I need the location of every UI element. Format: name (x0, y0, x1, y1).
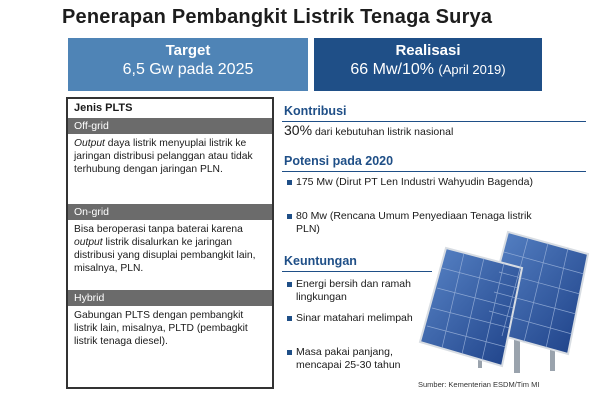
realisasi-banner (314, 38, 542, 91)
keuntungan-divider (282, 271, 432, 272)
realisasi-value (314, 61, 542, 79)
offgrid-lead: Output (74, 138, 105, 149)
keuntungan-title: Keuntungan (284, 254, 357, 268)
target-value: 6,5 Gw pada 2025 (122, 61, 254, 78)
ongrid-text (68, 220, 272, 290)
realisasi-label: Realisasi (395, 42, 461, 59)
keuntungan-item: Masa pakai panjang, mencapai 25-30 tahun (296, 346, 418, 372)
potensi-item: 175 Mw (Dirut PT Len Industri Wahyudin Bagenda) (296, 176, 556, 189)
kontribusi-value: 30% (284, 122, 313, 138)
hybrid-header: Hybrid (68, 290, 272, 306)
ongrid-header: On-grid (68, 204, 272, 220)
page-title: Penerapan Pembangkit Listrik Tenaga Surya (62, 6, 493, 28)
target-banner (68, 38, 308, 91)
kontribusi-title: Kontribusi (284, 104, 347, 118)
offgrid-body: daya listrik menyuplai listrik ke jaringan distribusi pelanggan atau tidak terhubung dengan jaringan PLN. (74, 138, 253, 175)
hybrid-text: Gabungan PLTS dengan pembangkit listrik lain, misalnya, PLTD (pembagkit listrik tenaga diesel). (74, 310, 248, 347)
offgrid-header: Off-grid (68, 118, 272, 134)
source-note: Sumber: Kementerian ESDM/Tim MI (418, 380, 540, 389)
jenis-plts-box (66, 97, 274, 389)
offgrid-text (68, 134, 272, 204)
kontribusi-divider (282, 121, 586, 122)
potensi-title: Potensi pada 2020 (284, 154, 394, 168)
potensi-divider (282, 171, 586, 172)
realisasi-main: 66 Mw/10% (350, 61, 434, 78)
realisasi-note: (April 2019) (438, 62, 506, 77)
ongrid-em: output (74, 237, 103, 248)
jenis-title: Jenis PLTS (74, 102, 133, 114)
keuntungan-item: Sinar matahari melimpah (296, 312, 418, 325)
solar-panel-illustration (418, 226, 600, 376)
ongrid-pre: Bisa beroperasi tanpa baterai karena (74, 224, 243, 235)
kontribusi-text (284, 124, 584, 139)
kontribusi-desc: dari kebutuhan listrik nasional (312, 126, 454, 138)
keuntungan-item: Energi bersih dan ramah lingkungan (296, 278, 418, 304)
potensi-item: 80 Mw (Rencana Umum Penyediaan Tenaga listrik PLN) (296, 210, 556, 236)
target-label: Target (165, 42, 211, 59)
ongrid-post: listrik disalurkan ke jaringan distribusi yang disuplai pembangkit lain, misalnya, PLN. (74, 237, 256, 274)
